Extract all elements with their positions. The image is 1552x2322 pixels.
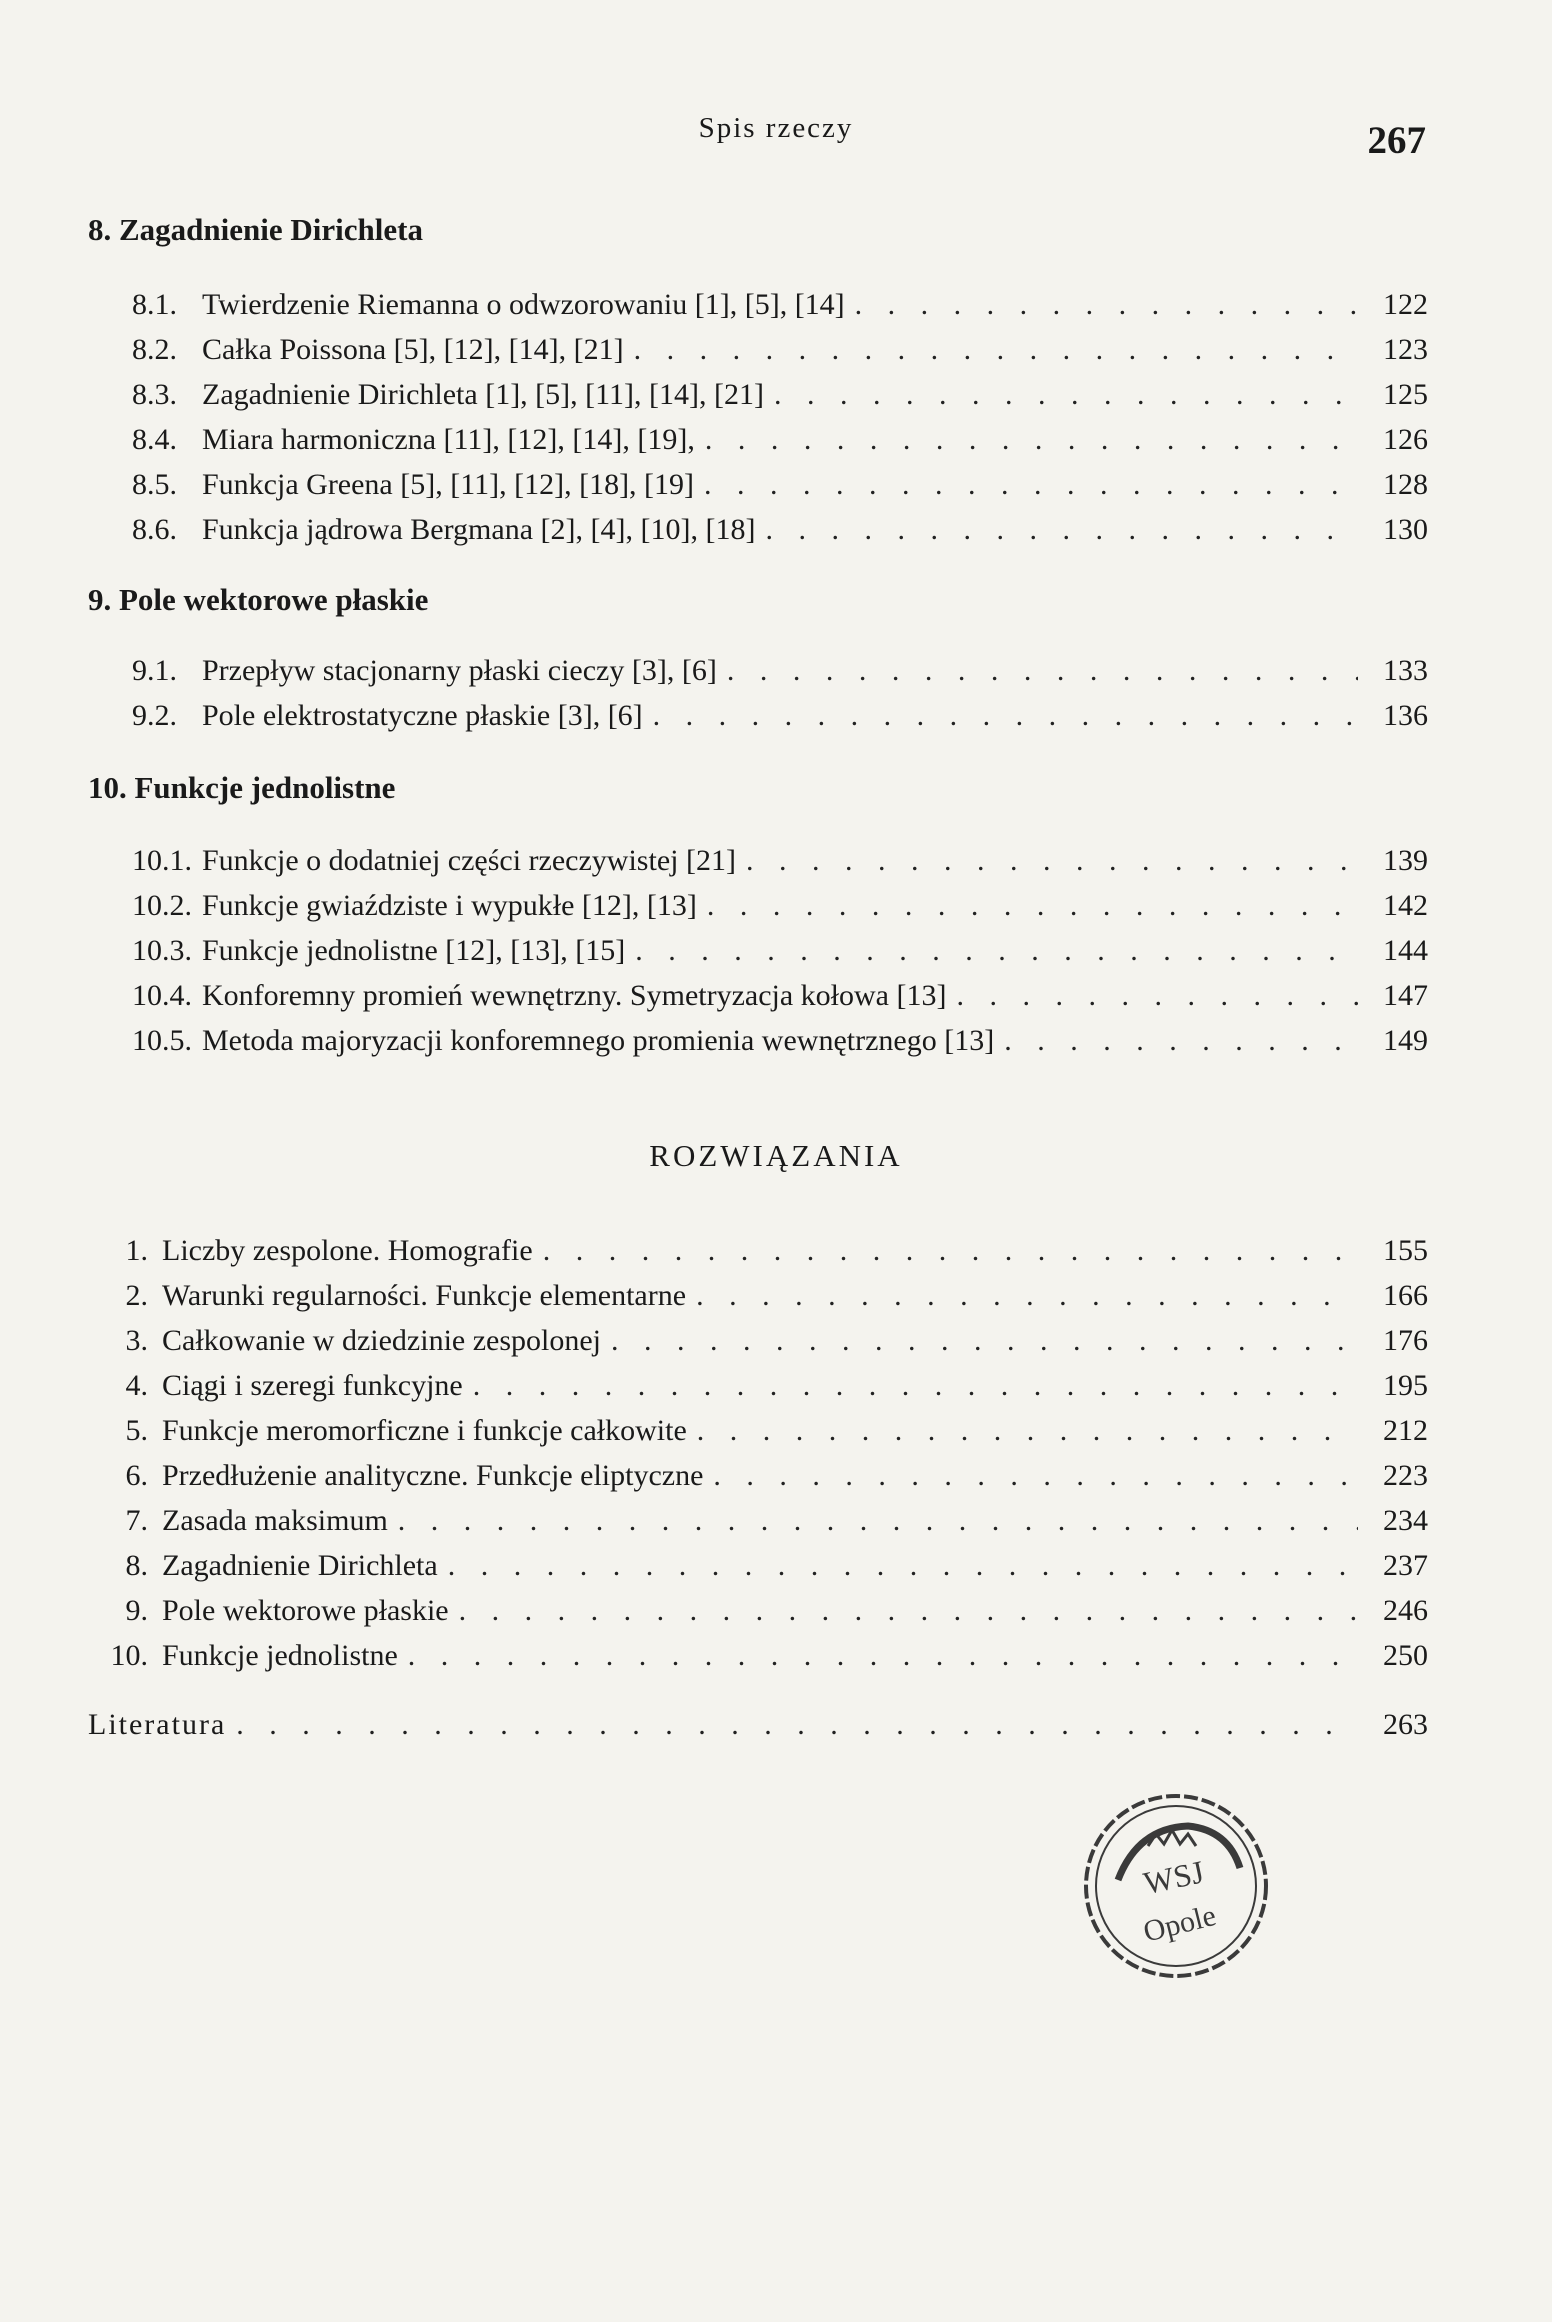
leader-dots bbox=[449, 1588, 1358, 1633]
entry-title: Miara harmoniczna [11], [12], [14], [19], bbox=[202, 423, 695, 456]
leader-dots bbox=[601, 1318, 1358, 1363]
entry-page: 176 bbox=[1383, 1324, 1428, 1357]
toc-entry[interactable] bbox=[88, 1018, 1428, 1063]
entry-number: 9.2. bbox=[132, 699, 177, 732]
leader-dots bbox=[845, 282, 1358, 327]
entry-title: Całka Poissona [5], [12], [14], [21] bbox=[202, 333, 624, 366]
leader-dots bbox=[695, 417, 1358, 462]
entry-title: Funkcje meromorficzne i funkcje całkowite bbox=[162, 1414, 687, 1447]
toc-entry[interactable] bbox=[88, 883, 1428, 928]
section-title: 9. Pole wektorowe płaskie bbox=[88, 582, 429, 617]
toc-entry[interactable] bbox=[88, 838, 1428, 883]
literature-entry-wrap bbox=[88, 1702, 1428, 1747]
entry-title: Literatura bbox=[88, 1708, 227, 1741]
leader-dots bbox=[764, 372, 1358, 417]
leader-dots bbox=[994, 1018, 1358, 1063]
toc-entry[interactable] bbox=[88, 1363, 1428, 1408]
entry-title: Liczby zespolone. Homografie bbox=[162, 1234, 533, 1267]
stamp-text-line2: Opole bbox=[1140, 1898, 1220, 1949]
entry-page: 122 bbox=[1383, 288, 1428, 321]
entry-number: 8.1. bbox=[132, 288, 177, 321]
entry-number: 10.3. bbox=[132, 934, 192, 967]
entry-number: 9. bbox=[125, 1594, 148, 1627]
entry-title: Funkcja jądrowa Bergmana [2], [4], [10], [18] bbox=[202, 513, 756, 546]
entry-page: 149 bbox=[1383, 1024, 1428, 1057]
leader-dots bbox=[755, 507, 1358, 552]
entry-number: 1. bbox=[125, 1234, 148, 1267]
leader-dots bbox=[624, 327, 1358, 372]
entry-number: 10. bbox=[110, 1639, 148, 1672]
entry-title: Twierdzenie Riemanna o odwzorowaniu [1], [5], [14] bbox=[202, 288, 845, 321]
entry-page: 128 bbox=[1383, 468, 1428, 501]
leader-dots bbox=[533, 1228, 1358, 1273]
entry-number: 3. bbox=[125, 1324, 148, 1357]
entry-number: 4. bbox=[125, 1369, 148, 1402]
section-title: 8. Zagadnienie Dirichleta bbox=[88, 212, 423, 247]
entry-page: 123 bbox=[1383, 333, 1428, 366]
leader-dots bbox=[643, 693, 1358, 738]
running-title: Spis rzeczy bbox=[698, 112, 854, 144]
entry-title: Pole elektrostatyczne płaskie [3], [6] bbox=[202, 699, 643, 732]
entry-number: 8.3. bbox=[132, 378, 177, 411]
entry-number: 9.1. bbox=[132, 654, 177, 687]
entry-title: Ciągi i szeregi funkcyjne bbox=[162, 1369, 463, 1402]
entry-number: 8.4. bbox=[132, 423, 177, 456]
entry-number: 10.2. bbox=[132, 889, 192, 922]
entry-number: 10.5. bbox=[132, 1024, 192, 1057]
entry-title: Przedłużenie analityczne. Funkcje eliptyczne bbox=[162, 1459, 704, 1492]
toc-entry[interactable] bbox=[88, 507, 1428, 552]
page-number: 267 bbox=[1367, 119, 1426, 162]
entry-title: Pole wektorowe płaskie bbox=[162, 1594, 449, 1627]
toc-entry[interactable] bbox=[88, 1228, 1428, 1273]
toc-entry[interactable] bbox=[88, 417, 1428, 462]
leader-dots bbox=[398, 1633, 1358, 1678]
toc-section-10 bbox=[88, 766, 1428, 1063]
toc-entries bbox=[88, 648, 1428, 738]
toc-section-8 bbox=[88, 208, 1428, 552]
toc-entry[interactable] bbox=[88, 1273, 1428, 1318]
leader-dots bbox=[463, 1363, 1358, 1408]
leader-dots bbox=[703, 1453, 1358, 1498]
entry-page: 234 bbox=[1383, 1504, 1428, 1537]
library-stamp bbox=[1078, 1788, 1274, 1984]
toc-entries bbox=[88, 838, 1428, 1063]
toc-entry[interactable] bbox=[88, 648, 1428, 693]
entry-title: Funkcje o dodatniej części rzeczywistej [21] bbox=[202, 844, 736, 877]
toc-entry[interactable] bbox=[88, 1498, 1428, 1543]
entry-number: 8.5. bbox=[132, 468, 177, 501]
entry-number: 8.2. bbox=[132, 333, 177, 366]
toc-entry[interactable] bbox=[88, 1318, 1428, 1363]
entry-page: 195 bbox=[1383, 1369, 1428, 1402]
toc-entry[interactable] bbox=[88, 282, 1428, 327]
section-title: 10. Funkcje jednolistne bbox=[88, 770, 396, 805]
entry-number: 7. bbox=[125, 1504, 148, 1537]
entry-number: 10.4. bbox=[132, 979, 192, 1012]
toc-entry-literature[interactable] bbox=[88, 1702, 1428, 1747]
leader-dots bbox=[687, 1408, 1358, 1453]
entry-title: Funkcje jednolistne [12], [13], [15] bbox=[202, 934, 626, 967]
entry-title: Całkowanie w dziedzinie zespolonej bbox=[162, 1324, 602, 1357]
toc-entries bbox=[88, 282, 1428, 552]
entry-page: 147 bbox=[1383, 979, 1428, 1012]
entry-page: 133 bbox=[1383, 654, 1428, 687]
entry-number: 2. bbox=[125, 1279, 148, 1312]
solutions-heading: ROZWIĄZANIA bbox=[649, 1138, 903, 1173]
leader-dots bbox=[625, 928, 1358, 973]
toc-entry[interactable] bbox=[88, 1633, 1428, 1678]
entry-number: 10.1. bbox=[132, 844, 192, 877]
entry-page: 126 bbox=[1383, 423, 1428, 456]
entry-page: 142 bbox=[1383, 889, 1428, 922]
toc-entry[interactable] bbox=[88, 973, 1428, 1018]
entry-title: Metoda majoryzacji konforemnego promienia wewnętrznego [13] bbox=[202, 1024, 995, 1057]
toc-section-9 bbox=[88, 578, 1428, 738]
stamp-text-line1: WSJ bbox=[1140, 1853, 1208, 1902]
entry-title: Warunki regularności. Funkcje elementarne bbox=[162, 1279, 687, 1312]
entry-title: Przepływ stacjonarny płaski cieczy [3], [6] bbox=[202, 654, 717, 687]
leader-dots bbox=[438, 1543, 1358, 1588]
solutions-list bbox=[88, 1228, 1428, 1678]
entry-title: Zagadnienie Dirichleta bbox=[162, 1549, 438, 1582]
entry-page: 139 bbox=[1383, 844, 1428, 877]
entry-page: 212 bbox=[1383, 1414, 1428, 1447]
toc-entry[interactable] bbox=[88, 693, 1428, 738]
toc-entry[interactable] bbox=[88, 372, 1428, 417]
toc-entry[interactable] bbox=[88, 327, 1428, 372]
leader-dots bbox=[686, 1273, 1358, 1318]
toc-entry[interactable] bbox=[88, 1408, 1428, 1453]
stamp-seal-icon bbox=[1078, 1788, 1274, 1984]
entry-number: 6. bbox=[125, 1459, 148, 1492]
toc-entry[interactable] bbox=[88, 928, 1428, 973]
entry-page: 166 bbox=[1383, 1279, 1428, 1312]
leader-dots bbox=[226, 1702, 1358, 1747]
entry-page: 237 bbox=[1383, 1549, 1428, 1582]
entry-title: Zasada maksimum bbox=[162, 1504, 388, 1537]
toc-entry[interactable] bbox=[88, 1453, 1428, 1498]
entry-page: 263 bbox=[1383, 1708, 1428, 1741]
leader-dots bbox=[694, 462, 1358, 507]
entry-page: 155 bbox=[1383, 1234, 1428, 1267]
entry-page: 223 bbox=[1383, 1459, 1428, 1492]
toc-entries bbox=[88, 1228, 1428, 1678]
entry-page: 136 bbox=[1383, 699, 1428, 732]
entry-title: Zagadnienie Dirichleta [1], [5], [11], [14], [21] bbox=[202, 378, 764, 411]
toc-entry[interactable] bbox=[88, 1543, 1428, 1588]
toc-entry[interactable] bbox=[88, 462, 1428, 507]
entry-title: Funkcje gwiaździste i wypukłe [12], [13] bbox=[202, 889, 697, 922]
leader-dots bbox=[717, 648, 1358, 693]
entry-page: 130 bbox=[1383, 513, 1428, 546]
entry-number: 5. bbox=[125, 1414, 148, 1447]
leader-dots bbox=[388, 1498, 1358, 1543]
entry-number: 8. bbox=[125, 1549, 148, 1582]
entry-page: 144 bbox=[1383, 934, 1428, 967]
entry-title: Konforemny promień wewnętrzny. Symetryzacja kołowa [13] bbox=[202, 979, 947, 1012]
leader-dots bbox=[736, 838, 1358, 883]
entry-number: 8.6. bbox=[132, 513, 177, 546]
toc-entry[interactable] bbox=[88, 1588, 1428, 1633]
entry-title: Funkcje jednolistne bbox=[162, 1639, 398, 1672]
leader-dots bbox=[697, 883, 1358, 928]
leader-dots bbox=[946, 973, 1358, 1018]
entry-page: 246 bbox=[1383, 1594, 1428, 1627]
entry-page: 125 bbox=[1383, 378, 1428, 411]
entry-title: Funkcja Greena [5], [11], [12], [18], [19] bbox=[202, 468, 695, 501]
entry-page: 250 bbox=[1383, 1639, 1428, 1672]
